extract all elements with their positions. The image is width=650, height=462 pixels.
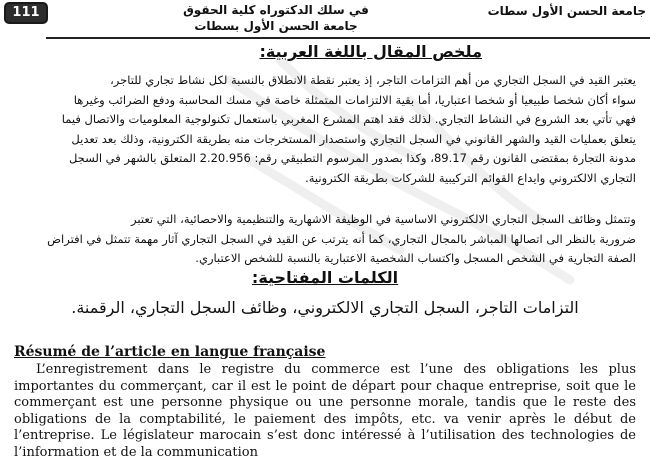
journal-header — [176, 2, 376, 34]
page-number-badge: 111 — [4, 2, 48, 24]
french-summary-text: L’enregistrement dans le registre du commerce est l’une des obligations les plus importantes du commerçant, car il est le point de départ pour chaque entreprise, soit que le commerçant est une personne physique ou une personne morale, tandis que le reste des obligations de la comptabilité, le paiement des impôts, etc. va venir après le début de l’entreprise. Le législateur marocain s’est donc intéressé à l’utilisation des technologies de l’information et de la communication — [14, 362, 636, 460]
arabic-line: فهي تأتي بعد الشروع في النشاط التجاري. لذلك فقد اهتم المشرع المغربي باستعمال تكنولوجية المعلوميات والاتصال فيما — [61, 112, 636, 126]
journal-line-1: في سلك الدكتوراه كلية الحقوق — [183, 3, 369, 17]
arabic-line: سواء أكان شخصا طبيعيا أو شخصا اعتباريا، أما بقية الالتزامات المتمثلة خاصة في مسك المحاسبة ودفع الضرائب وغيرها — [73, 92, 636, 107]
arabic-line: التجاري الالكتروني وايداع القوائم التركيبية للشركات بطريقة الكترونية. — [305, 170, 636, 185]
arabic-line: الصفة التجارية في الشخص المسجل واكتساب الشخصية الاعتبارية بالنسبة للشخص الاعتباري. — [195, 251, 636, 265]
arabic-summary-heading: ملخص المقال باللغة العربية: — [259, 42, 482, 61]
university-name: جامعة الحسن الأول سطات — [487, 4, 646, 18]
arabic-line: وتتمثل وظائف السجل التجاري الالكتروني الاساسية في الوظيفة الاشهارية والتنظيمية والاحصائية، التي تعتبر — [131, 212, 636, 226]
arabic-line: يعتبر القيد في السجل التجاري من أهم التزامات التاجر، إذ يعتبر نقطة الانطلاق بالنسبة لكل نشاط تجاري للتاجر، — [110, 73, 636, 87]
arabic-paragraph-1 — [12, 71, 636, 188]
header-rule — [46, 37, 650, 39]
arabic-line: مدونة التجارة بمقتضى القانون رقم 89.17، وكذا بصدور المرسوم التطبيقي رقم: 2.20.956 المتعلق بالشهر في السجل — [68, 151, 636, 165]
arabic-line: ضرورية بالنظر الى اتصالها المباشر بالمجال التجاري، كما أنه يترتب عن القيد في السجل التجاري آثار مهمة تتمثل في افتراض — [47, 231, 636, 246]
keywords-text: التزامات التاجر، السجل التجاري الالكتروني، وظائف السجل التجاري، الرقمنة. — [71, 298, 579, 317]
journal-line-2: جامعة الحسن الأول بسطات — [194, 19, 358, 33]
arabic-paragraph-2 — [12, 210, 636, 269]
french-summary-heading: Résumé de l’article en langue française — [14, 344, 326, 360]
arabic-line: يتعلق بعمليات القيد والشهر القانوني في السجل التجاري واستصدار المستخرجات منه بطريقة الكترونية، وذلك بعد تعديل — [71, 131, 636, 146]
keywords-heading: الكلمات المفتاحية: — [251, 268, 399, 287]
